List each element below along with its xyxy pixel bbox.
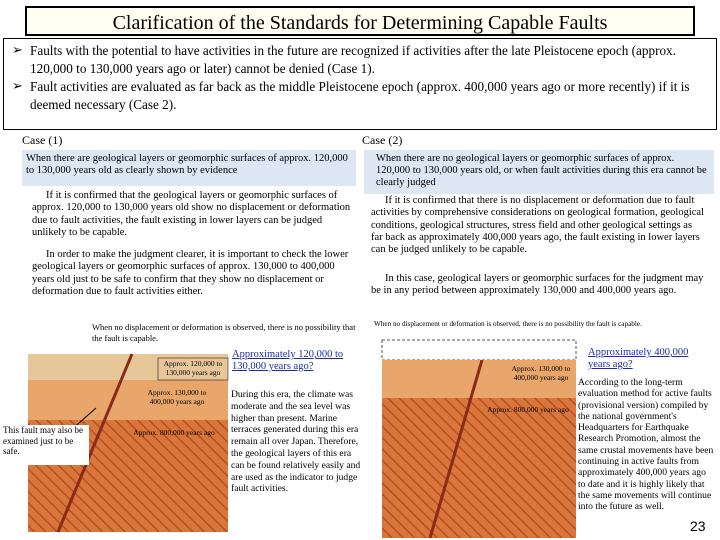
case-2-paragraph-2: In this case, geological layers or geomorphic surfaces for the judgment may be in any period between approximately 130,000 and 400,000 years ago.	[371, 273, 704, 297]
case-1-layer-top-label: Approx. 120,000 to 130,000 years ago	[163, 359, 223, 377]
fault-examine-note: This fault may also be examined just to be safe.	[3, 425, 89, 465]
bullet-item-2	[12, 78, 708, 114]
case-2-layer-bottom-label: Approx. 800,000 years ago	[487, 405, 569, 414]
bullet-item-1	[12, 42, 708, 78]
case-2-evaluation-text: According to the long-term evaluation method for active faults (provisional version) compiled by the national government's Headquarters for Earthquake Research Promotion, almost the same crustal movements have been continuing in active faults from approximately 400,000 years ago to date and it is highly likely that the same movements will continue into the future as well.	[578, 377, 714, 513]
bullet-box	[3, 38, 717, 130]
case-2-era-link[interactable]: Approximately 400,000 years ago?	[588, 347, 689, 370]
case-2-condition: When there are no geological layers or geomorphic surfaces of approx. 120,000 to 130,000 years old, or when fault activities during this era cannot be clearly judged	[364, 150, 714, 194]
case-1-layer-mid-label: Approx. 130,000 to 400,000 years ago	[147, 388, 207, 406]
page-number: 23	[690, 518, 706, 534]
case-1-paragraph-2: In order to make the judgment clearer, it is important to check the lower geological layers or geomorphic surfaces of approx. 130,000 to 400,000 years old just to be safe to confirm that they show no displacement or deformation due to fault activities either.	[32, 249, 349, 297]
case-2-label: Case (2)	[362, 133, 403, 147]
arrow-bullet-icon: ➢	[12, 43, 23, 58]
missing-layer-outline	[382, 340, 576, 360]
case-1-era-link[interactable]: Approximately 120,000 to 130,000 years ago?	[232, 349, 344, 372]
page-title: Clarification of the Standards for Determining Capable Faults	[25, 6, 695, 36]
case-2-note: When no displacement or deformation is observed, there is no possibility the fault is capable.	[374, 320, 642, 328]
case-1-paragraph-1: If it is confirmed that the geological layers or geomorphic surfaces of approx. 120,000 to 130,000 years old show no displacement or deformation due to fault activities, the fault existing in lower layers can be judged unlikely to be capable.	[32, 190, 351, 238]
case-1-label: Case (1)	[22, 133, 63, 147]
bullet-text-2: Fault activities are evaluated as far back as the middle Pleistocene epoch (approx. 400,000 years ago or more recently) if it is deemed necessary (Case 2).	[30, 79, 690, 112]
case-1-layer-bottom-label: Approx. 800,000 years ago	[133, 428, 215, 437]
case-1-climate-text: During this era, the climate was moderate and the sea level was higher than present. Marine terraces generated during this era remain all over Japan. Therefore, the geological layers of this era can be found relatively easily and are used as the indicator to judge fault activities.	[231, 389, 361, 495]
case-2-layer-top-label: Approx. 130,000 to 400,000 years ago	[511, 364, 571, 382]
case-2-paragraph-1: If it is confirmed that there is no displacement or deformation due to fault activities by comprehensive considerations on geological formation, geological conditions, geological structures, stress field and other geological settings as far back as approximately 400,000 years ago, the fault existing in lower layers can be judged unlikely to be capable.	[371, 195, 704, 256]
layer-bottom	[382, 398, 576, 538]
arrow-bullet-icon: ➢	[12, 79, 23, 94]
case-1-note: When no displacement or deformation is observed, there is no possibility that the fault is capable.	[92, 322, 356, 343]
case-1-condition: When there are geological layers or geomorphic surfaces of approx. 120,000 to 130,000 years old as clearly shown by evidence	[22, 150, 356, 186]
bullet-text-1: Faults with the potential to have activities in the future are recognized if activities after the late Pleistocene epoch (approx. 120,000 to 130,000 years ago or later) cannot be denied (Case 1).	[30, 43, 676, 76]
